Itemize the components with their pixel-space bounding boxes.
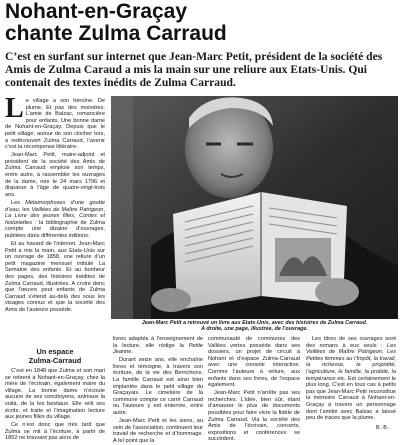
p7-title: Petite Jeanne [113, 342, 203, 356]
p3-title-b: Veillées de Maître Patrigeon [31, 206, 104, 213]
subhead-line-2: Zulma-Carraud [28, 355, 82, 365]
paragraph-4: Et au hasard de l’internet, Jean-Marc Petit a mis la main, aux Etats-Unis sur un ouvrage de 1858, une reliure d’un petit magazine mensuel intitulé La Semaine des enfants. Et au bonheur des pages, des histoires inédites de Zulma Carraud, illustrées. A croire donc que l’œuvre peut enfants de Zulma Carraud s’étend au-delà des sous les visages connus et que la société des Amis de l’auteure possède. [5, 240, 105, 313]
p3-text-c: , [103, 206, 105, 213]
p3-title-d: Contes et historiettes [5, 213, 105, 226]
caption-line-2: A droite, une page, illustrée, de l’ouvrage. [201, 326, 308, 333]
p12-title-b: Les Petites femmes au l’Impôt, la travail, la richesse, la propriété, l’agriculture, la famille, la probité, la tempérance [306, 349, 396, 382]
paragraph-12 [306, 336, 396, 422]
paragraph-11: Jean-Marc Petit n’arrête pas ses recherches. L’idée, bien sûr, étant d’amasser le plus de documents possibles pour faire vivre la fidèle de Zulma Carraud. Via la société des Amis de l’écrivain, concerts, expositions et conférences se succèdent. [208, 390, 300, 443]
p3-title-c: La Livre des jeunes filles [5, 213, 75, 220]
p12-text-c: etc. Est certainement le plus long. C’est en tous cas à petits pas que Jean-Marc Petit reconstitue la mémoire Carraud à Nohant-en-Graçay à travers un personnage dont l’amitié avec Balzac a laissé peu de traces que la plume. [306, 375, 396, 422]
paragraph-2: Jean-Marc Petit, maire-adjoint et président de la société des Amis de Zulma Carraud emploie son temps, entre autre, à rassembler les ouvrages de la dame, née le 24 mars 1796 et disparue à l’âge de quatre-vingt-trois ans. [5, 152, 105, 198]
paragraph-1-text: e village a son héroïne. De plume. Et pas des moindres. L’amie de Balzac, romancière pour enfants. Une bonne dame de Nohant-en-Graçay. Depuis que le petit village, autour de son clocher tors, a redécouvert Zulma Carraud, l’avenir c’est la récompense littéraire. [5, 98, 105, 151]
paragraph-6: Ce n’est donc que très tard que Zulma se mit à l’écriture, à partir de 1852 ne trouvant pas alors de [5, 422, 105, 442]
p12-title-a: Les Veillées de Maître Patrigeon [306, 342, 396, 356]
section-subhead [5, 348, 105, 365]
paragraph-8: Durant seize ans, elle enchaîne livres et témoigne, à travers son écriture, de la vie des Berrichons. La famille Carraud est ainsi bien implantée dans le petit village du Graçayais. Le cimetière de la commune compte ce carré Carraud ou l’auteure y est enterrée, entre autre. [113, 357, 203, 417]
paragraph-10: communauté de communes des Vallées vertes possède dans ses dossiers, un projet de circuit à Nohant et d’espace Zulma-Carraud avec une console interactive. Comme l’auteure à reliure, aux enfants dans ses livres, de l’espace également. [208, 336, 300, 389]
paragraph-7 [113, 336, 203, 356]
p3-title-a: Métamorphoses d’une goutte d’eau [5, 199, 105, 213]
p7-text-a: livres adaptés à l’enseignement de la lecture, elle rédige la [113, 336, 203, 349]
author-signature: B.B. [376, 425, 391, 431]
paragraph-5: C’est en 1848 que Zulma et son mari se retirent à Nohant-en-Graçay, chez la mère de l’écrivain, également maire du village. La bonne dame n’écoute aucune de ses concitoyens, animaux la voilà, de la les bestiaux. Elle relit ses écrits, et traite et l’imagination lecture aux jeunes filles du village. [5, 368, 105, 421]
p12-text-b: , [381, 349, 387, 356]
p3-text-a: Les [11, 199, 26, 206]
p3-text-e: : la bibliographie de Zulma compte une dizaine d’ouvrages, publiées dans différentes éditions. [5, 219, 105, 239]
paragraph-9: Jean-Marc Petit et les siens, au sein de l’association, continuent leur travail de recherche et d’hommage. A tel point que la [113, 418, 203, 444]
p3-text-d: , [74, 213, 80, 220]
headline-line-1: Nohant-en-Graçay [5, 0, 188, 23]
photo-caption [111, 320, 398, 333]
article-column-4 [306, 336, 396, 424]
subhead-line-1: Un espace [36, 347, 74, 356]
caption-line-1: Jean-Marc Petit a retrouvé un livre aux Etats-Unis, avec des histoires de Zulma Carraud. [141, 320, 368, 326]
lede-paragraph: C’est en surfant sur internet que Jean-Marc Petit, président de la société des Amis de Zulma Caraud a mis la main sur une reliure aux Etats-Unis. Qui contenait des textes inédits de Zulma Carraud. [5, 50, 383, 89]
headline [5, 1, 395, 45]
headline-line-2: chante Zulma Carraud [5, 22, 227, 45]
article-column-1-top [5, 93, 105, 346]
drop-cap: L [5, 93, 24, 124]
p3-text-b: , les [18, 206, 32, 213]
article-column-3 [208, 336, 300, 443]
paragraph-1 [5, 93, 105, 151]
paragraph-3 [5, 200, 105, 240]
article-column-2 [113, 336, 203, 444]
p7-text-b: . [131, 349, 133, 356]
photo-illustration [111, 96, 398, 319]
p12-text-a: Les titres de ses ouvrages sont des romans à eux seuls : [306, 336, 396, 349]
article-column-1-bottom [5, 368, 105, 442]
photo [111, 96, 398, 319]
